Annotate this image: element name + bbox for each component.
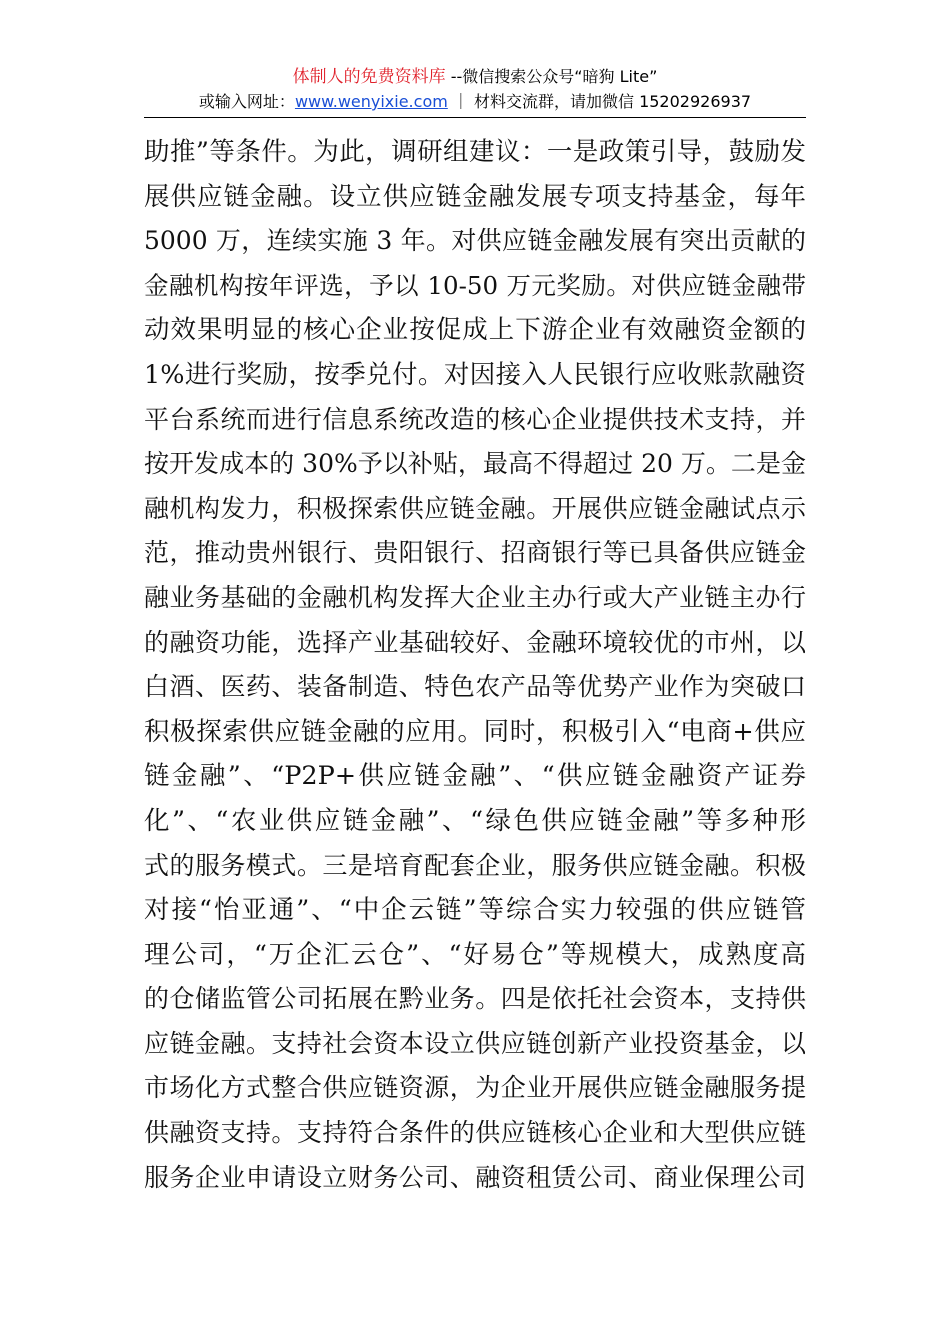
body-line: 融业务基础的金融机构发挥大企业主办行或大产业链主办行 [144, 582, 806, 612]
body-line: 5000 万，连续实施 3 年。对供应链金融发展有突出贡献的 [144, 226, 806, 256]
body-line: 服务企业申请设立财务公司、融资租赁公司、商业保理公司 [144, 1162, 806, 1192]
document-body [144, 130, 806, 1200]
body-line: 按开发成本的 30%予以补贴，最高不得超过 20 万。二是金 [144, 449, 806, 479]
body-line: 范，推动贵州银行、贵阳银行、招商银行等已具备供应链金 [144, 538, 806, 568]
body-line: 白酒、医药、装备制造、特色农产品等优势产业作为突破口 [144, 672, 806, 702]
header-tagline: --微信搜索公众号“暗狗 Lite” [445, 67, 658, 86]
body-line: 金融机构按年评选，予以 10-50 万元奖励。对供应链金融带 [144, 270, 806, 300]
body-line: 式的服务模式。三是培育配套企业，服务供应链金融。积极 [144, 850, 806, 880]
header-contact-line [0, 91, 950, 113]
header-brand: 体制人的免费资料库 [292, 67, 446, 87]
body-line: 链金融”、“P2P+供应链金融”、“供应链金融资产证券 [144, 761, 806, 792]
header-url-prefix: 或输入网址： [198, 92, 295, 111]
page-header [0, 66, 950, 113]
body-line: 动效果明显的核心企业按促成上下游企业有效融资金额的 [144, 315, 806, 346]
body-line: 的仓储监管公司拓展在黔业务。四是依托社会资本，支持供 [144, 984, 806, 1014]
body-line: 展供应链金融。设立供应链金融发展专项支持基金，每年 [144, 181, 806, 212]
body-line: 积极探索供应链金融的应用。同时，积极引入“电商+供应 [144, 716, 806, 747]
header-url-suffix: ｜ 材料交流群，请加微信 15202926937 [447, 92, 752, 111]
body-line: 对接“怡亚通”、“中企云链”等综合实力较强的供应链管 [144, 895, 806, 926]
body-line: 市场化方式整合供应链资源，为企业开展供应链金融服务提 [144, 1073, 806, 1103]
body-line: 的融资功能，选择产业基础较好、金融环境较优的市州，以 [144, 627, 806, 657]
body-line: 助推”等条件。为此，调研组建议：一是政策引导，鼓励发 [144, 137, 806, 167]
body-line: 融机构发力，积极探索供应链金融。开展供应链金融试点示 [144, 493, 806, 523]
header-promo-line [0, 66, 950, 88]
header-divider [144, 117, 806, 118]
body-line: 供融资支持。支持符合条件的供应链核心企业和大型供应链 [144, 1118, 806, 1148]
header-url-link[interactable]: www.wenyixie.com [294, 92, 448, 111]
body-line: 理公司，“万企汇云仓”、“好易仓”等规模大，成熟度高 [144, 939, 806, 970]
body-line: 1%进行奖励，按季兑付。对因接入人民银行应收账款融资 [144, 359, 806, 390]
body-line: 平台系统而进行信息系统改造的核心企业提供技术支持，并 [144, 404, 806, 434]
body-line: 化”、“农业供应链金融”、“绿色供应链金融”等多种形 [144, 805, 806, 836]
body-line: 应链金融。支持社会资本设立供应链创新产业投资基金，以 [144, 1028, 806, 1058]
